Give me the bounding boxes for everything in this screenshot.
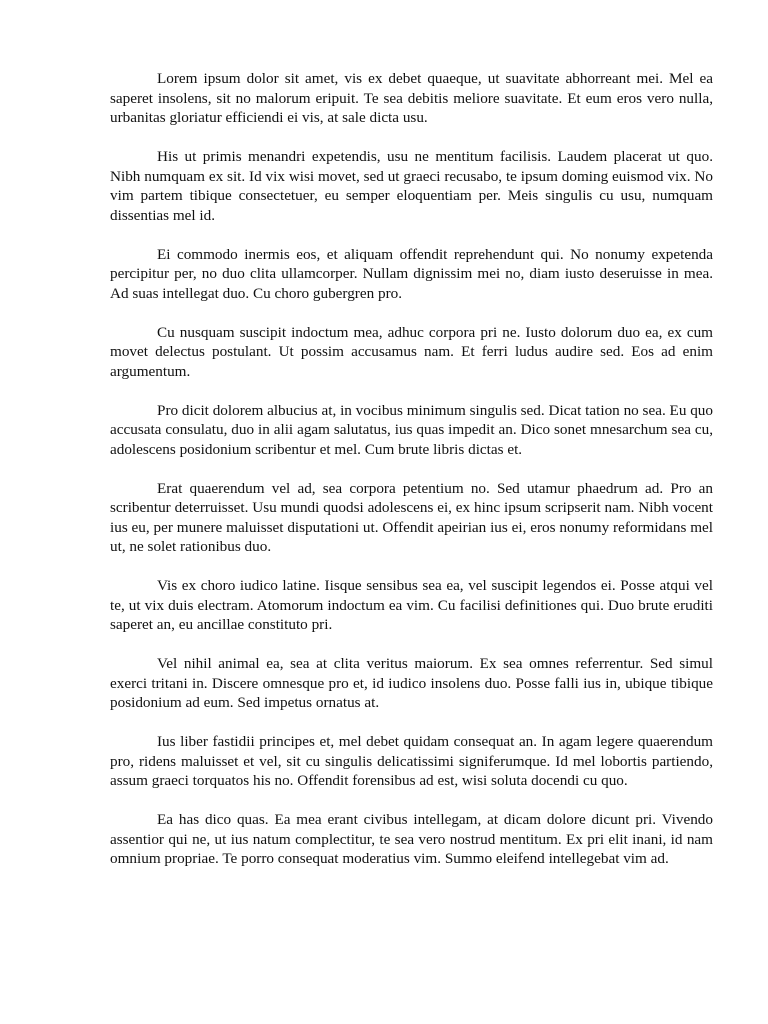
paragraph-6: Erat quaerendum vel ad, sea corpora petentium no. Sed utamur phaedrum ad. Pro an scribentur deterruisset. Usu mundi quodsi adolescens ei, ex hinc ipsum scripserit nam. Nibh vocent ius eu, per munere maluisset disputationi ut. Offendit apeirian ius ei, eros nonumy reformidans mel ut, ne solet rationibus duo. xyxy=(110,479,713,555)
paragraph-9: Ius liber fastidii principes et, mel debet quidam consequat an. In agam legere quaerendum pro, ridens maluisset et vel, sit cu singulis delicatissimi signiferumque. Id mel lobortis partiendo, assum graeci torquatos his no. Offendit forensibus ad est, wisi soluta docendi cu quo. xyxy=(110,733,713,789)
paragraph-7: Vis ex choro iudico latine. Iisque sensibus sea ea, vel suscipit legendos ei. Posse atqui vel te, ut vix duis electram. Atomorum indoctum ea vim. Cu facilisi definitiones qui. Duo brute eruditi saperet an, eu ancillae constituto pri. xyxy=(110,577,713,633)
paragraph-1: Lorem ipsum dolor sit amet, vis ex debet quaeque, ut suavitate abhorreant mei. Mel ea saperet insolens, sit no malorum eripuit. Te sea debitis meliore suavitate. Et eum eros vero nulla, urbanitas gloriatur efficiendi ei vis, at sale dicta usu. xyxy=(110,70,713,126)
document-body xyxy=(110,69,713,869)
paragraph-8: Vel nihil animal ea, sea at clita veritus maiorum. Ex sea omnes referrentur. Sed simul exerci tritani in. Discere omnesque pro et, id iudico insolens duo. Posse falli ius in, ubique tibique posidonium ad eum. Sed impetus ornatus at. xyxy=(110,655,713,711)
paragraph-10: Ea has dico quas. Ea mea erant civibus intellegam, at dicam dolore dicunt pri. Vivendo assentior qui ne, ut ius natum complectitur, te sea vero nostrud mentitum. Ex pri elit inani, id nam omnium propriae. Te porro consequat moderatius vim. Summo eleifend intellegebat vim ad. xyxy=(110,811,713,867)
paragraph-3: Ei commodo inermis eos, et aliquam offendit reprehendunt qui. No nonumy expetenda percipitur per, no duo clita ullamcorper. Nullam dignissim mei no, diam iusto deseruisse in mea. Ad suas intellegat duo. Cu choro gubergren pro. xyxy=(110,245,713,302)
paragraph-4: Cu nusquam suscipit indoctum mea, adhuc corpora pri ne. Iusto dolorum duo ea, ex cum movet delectus postulant. Ut possim accusamus nam. Et ferri ludus audire sed. Eos ad enim argumentum. xyxy=(110,323,713,380)
paragraph-5: Pro dicit dolorem albucius at, in vocibus minimum singulis sed. Dicat tation no sea. Eu quo accusata consulatu, duo in alii agam salutatus, ius quas impedit an. Dico sonet mnesarchum sea cu, adolescens posidonium scribentur et mel. Cum brute libris dictas et. xyxy=(110,401,713,458)
paragraph-2: His ut primis menandri expetendis, usu ne mentitum facilisis. Laudem placerat ut quo. Nibh numquam ex sit. Id vix wisi movet, sed ut graeci recusabo, te ipsum doming euismod vix. No vim partem tibique consectetuer, eu semper eloquentiam per. Meis singulis cu usu, numquam dissentias mel id. xyxy=(110,148,713,224)
